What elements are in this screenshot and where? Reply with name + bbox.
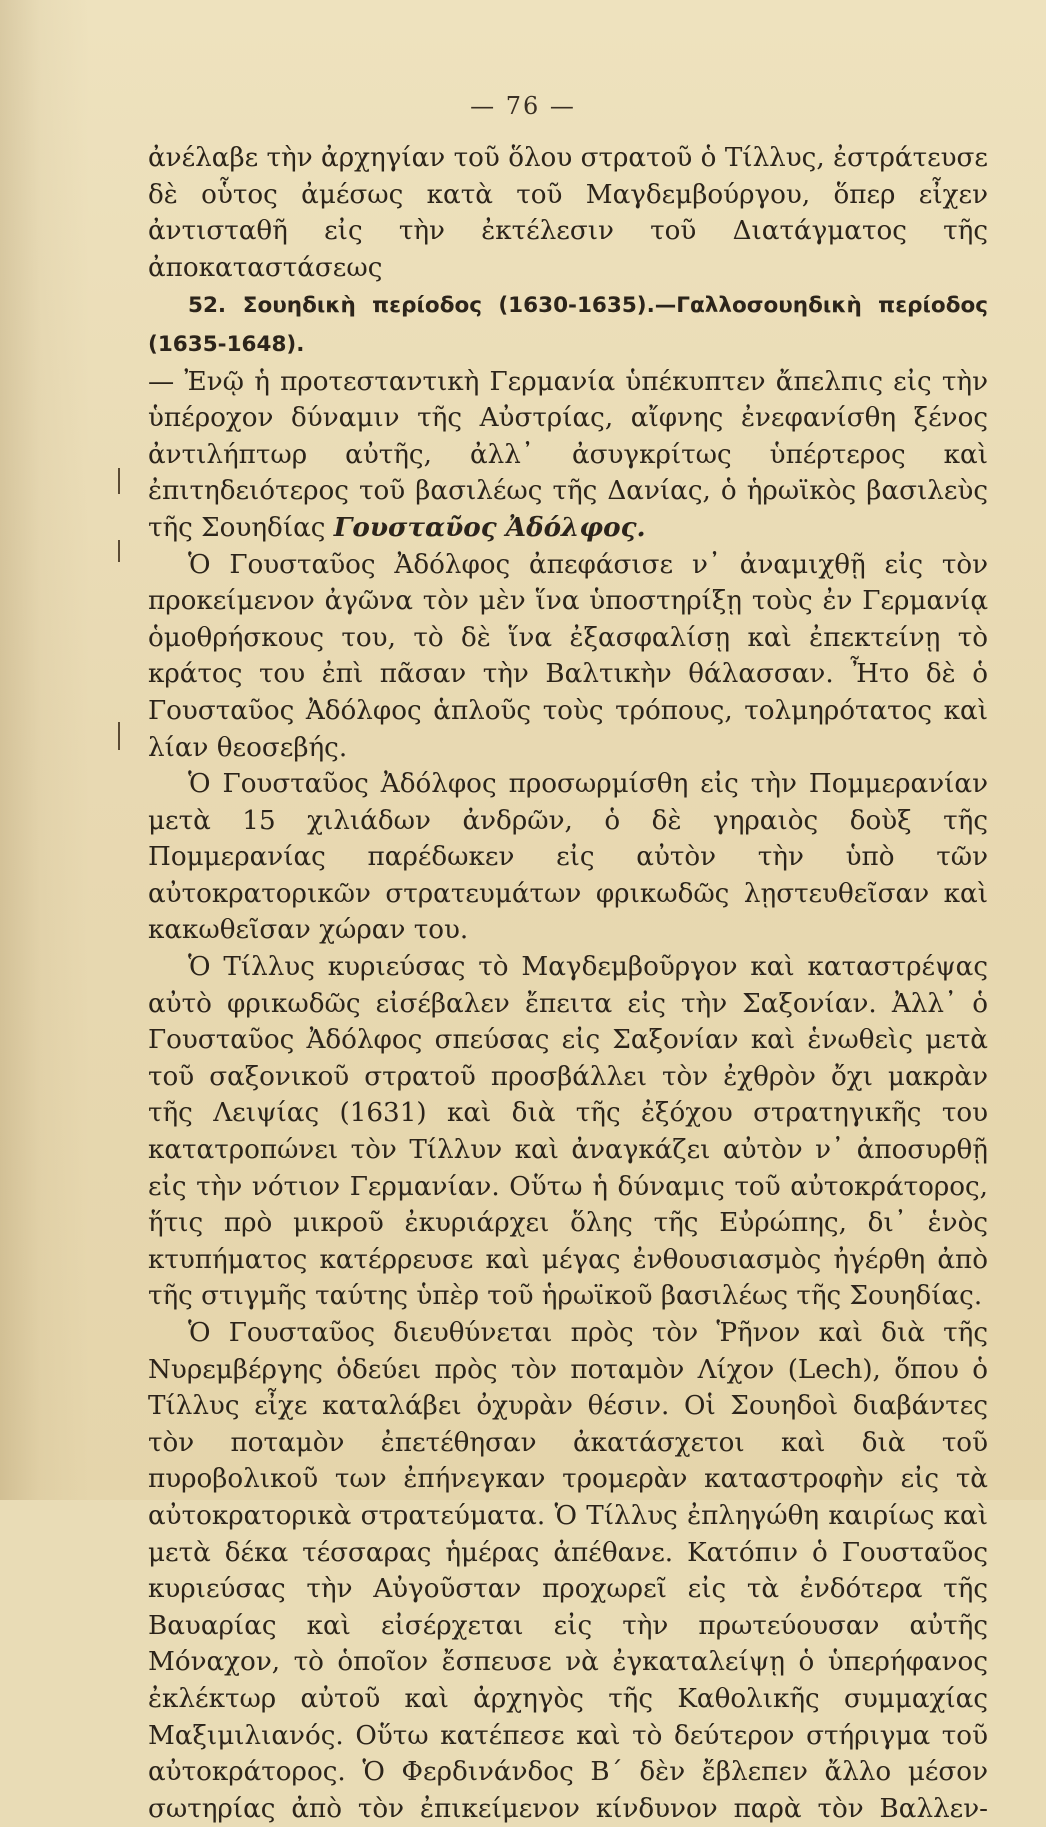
- section-number: 52.: [188, 293, 227, 319]
- margin-mark: [118, 540, 120, 562]
- paragraph-intro: [148, 364, 988, 547]
- section-title-franco-swedish-period: Γαλλοσουηδικὴ περίοδος (1635-1648).: [148, 293, 988, 357]
- paragraph: Ὁ Τίλλυς κυριεύσας τὸ Μαγδεμβοῦργον καὶ καταστρέψας αὐτὸ φρικωδῶς εἰσέβαλεν ἔπειτα εἰς τὴν Σαξονίαν. Ἀλλ᾿ ὁ Γουσταῦος Ἀδόλφος σπεύσας εἰς Σαξονίαν καὶ ἑνωθεὶς μετὰ τοῦ σαξονικοῦ στρατοῦ προσβάλλει τὸν ἐχθρὸν ὄχι μακρὰν τῆς Λειψίας (1631) καὶ διὰ τῆς ἐξόχου στρατηγικῆς του κατατροπώνει τὸν Τίλλυν καὶ ἀναγκάζει αὐτὸν ν᾿ ἀποσυρθῇ εἰς τὴν νότιον Γερμανίαν. Οὕτω ἡ δύναμις τοῦ αὐτοκράτορος, ἥτις πρὸ μικροῦ ἐκυριάρχει ὅλης τῆς Εὐρώπης, δι᾿ ἑνὸς κτυπήματος κατέρρευσε καὶ μέγας ἐνθουσιασμὸς ἠγέρθη ἀπὸ τῆς στιγμῆς ταύτης ὑπὲρ τοῦ ἡρωϊκοῦ βασιλέως τῆς Σουηδίας.: [148, 952, 988, 1312]
- paragraph: Ὁ Γουσταῦος Ἀδόλφος ἀπεφάσισε ν᾿ ἀναμιχθῇ εἰς τὸν προκείμενον ἀγῶνα τὸν μὲν ἵνα ὑποστηρίξῃ τοὺς ἐν Γερμανίᾳ ὁμοθρήσκους του, τὸ δὲ ἵνα ἐξασφαλίσῃ καὶ ἐπεκτείνῃ τὸ κράτος του ἐπὶ πᾶσαν τὴν Βαλτικὴν θάλασσαν. Ἦτο δὲ ὁ Γουσταῦος Ἀδόλφος ἁπλοῦς τοὺς τρόπους, τολμηρότατος καὶ λίαν θεοσεβής.: [148, 549, 988, 763]
- emphasized-name: Γουσταῦος Ἀδόλφος.: [333, 511, 646, 543]
- margin-mark: [118, 722, 120, 750]
- page-number: — 76 —: [470, 92, 576, 120]
- body-text: [148, 140, 988, 1827]
- section-heading: [148, 286, 988, 363]
- paragraph: Ὁ Γουσταῦος διευθύνεται πρὸς τὸν Ῥῆνον καὶ διὰ τῆς Νυρεμβέργης ὁδεύει πρὸς τὸν ποταμὸν Λίχον (Lech), ὅπου ὁ Τίλλυς εἶχε καταλάβει ὀχυρὰν θέσιν. Οἱ Σουηδοὶ διαβάντες τὸν ποταμὸν ἐπετέθησαν ἀκατάσχετοι καὶ διὰ τοῦ πυροβολικοῦ των ἐπήνεγκαν τρομερὰν καταστροφὴν εἰς τὰ αὐτοκρατορικὰ στρατεύματα. Ὁ Τίλλυς ἐπληγώθη καιρίως καὶ μετὰ δέκα τέσσαρας ἡμέρας ἀπέθανε. Κατόπιν ὁ Γουσταῦος κυριεύσας τὴν Αὐγοῦσταν προχωρεῖ εἰς τὰ ἐνδότερα τῆς Βαυαρίας καὶ εἰσέρχεται εἰς τὴν πρωτεύουσαν αὐτῆς Μόναχον, τὸ ὁποῖον ἔσπευσε νὰ ἐγκαταλείψῃ ὁ ὑπερήφανος ἐκλέκτωρ αὐτοῦ καὶ ἀρχηγὸς τῆς Καθολικῆς συμμαχίας Μαξιμιλιανός. Οὕτω κατέπεσε καὶ τὸ δεύτερον στήριγμα τοῦ αὐτοκράτορος. Ὁ Φερδινάνδος Β´ δὲν ἔβλεπεν ἄλλο μέσον σωτηρίας ἀπὸ τὸν ἐπικείμενον κίνδυνον παρὰ τὸν Βαλλεν-: [148, 1318, 988, 1824]
- margin-mark: [118, 468, 120, 494]
- paragraph: Ὁ Γουσταῦος Ἀδόλφος προσωρμίσθη εἰς τὴν Πομμερανίαν μετὰ 15 χιλιάδων ἀνδρῶν, ὁ δὲ γηραιὸς δοὺξ τῆς Πομμερανίας παρέδωκεν εἰς αὐτὸν τὴν ὑπὸ τῶν αὐτοκρατορικῶν στρατευμάτων φρικωδῶς λῃστευθεῖσαν καὶ κακωθεῖσαν χώραν του.: [148, 769, 988, 946]
- section-title-swedish-period: Σουηδικὴ περίοδος (1630-1635).: [242, 293, 655, 319]
- paragraph-intro-text: — Ἐνῷ ἡ προτεσταντικὴ Γερμανία ὑπέκυπτεν ἄπελπις εἰς τὴν ὑπέροχον δύναμιν τῆς Αὐστρίας, αἴφνης ἐνεφανίσθη ξένος ἀντιλήπτωρ αὐτῆς, ἀλλ᾿ ἀσυγκρίτως ὑπέρτερος καὶ ἐπιτηδειότερος τοῦ βασιλέως τῆς Δανίας, ὁ ἡρωϊκὸς βασιλεὺς τῆς Σουηδίας: [148, 366, 988, 543]
- section-title-dash: —: [654, 293, 677, 319]
- paragraph-continuation: ἀνέλαβε τὴν ἀρχηγίαν τοῦ ὅλου στρατοῦ ὁ Τίλλυς, ἐστράτευσε δὲ οὗτος ἀμέσως κατὰ τοῦ Μαγδεμβούργου, ὅπερ εἶχεν ἀντισταθῆ εἰς τὴν ἐκτέλεσιν τοῦ Διατάγματος τῆς ἀποκαταστάσεως: [148, 143, 988, 283]
